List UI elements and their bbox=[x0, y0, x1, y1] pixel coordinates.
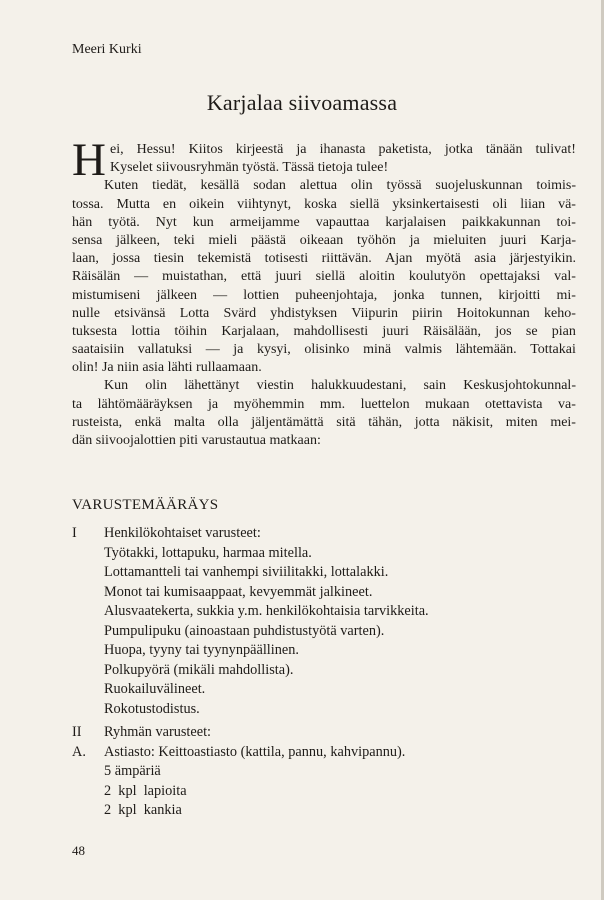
word: toi- bbox=[556, 214, 576, 230]
word: se bbox=[525, 323, 538, 339]
list-item-text: Rokotustodistus. bbox=[104, 700, 200, 717]
word: totisesti bbox=[264, 251, 309, 267]
word: lähtömääräyksen bbox=[97, 396, 193, 412]
list-item bbox=[72, 680, 576, 700]
word: töihin bbox=[174, 323, 208, 339]
list-item-text: 2 kpl kankia bbox=[104, 802, 182, 818]
word: asia bbox=[474, 251, 497, 267]
list-heading: Ryhmän varusteet: bbox=[104, 724, 212, 740]
list-item-text: Lottamantteli tai vanhempi siviilitakki, lottalakki. bbox=[104, 564, 389, 580]
word: järjestyikin. bbox=[509, 251, 576, 267]
drop-cap: H bbox=[72, 134, 106, 186]
word: jossa bbox=[112, 251, 141, 267]
word: otettavista bbox=[484, 396, 543, 412]
text-line bbox=[72, 359, 576, 377]
word: halukkuudestani, bbox=[311, 378, 407, 394]
word: tuksesta bbox=[72, 323, 118, 339]
word: vä- bbox=[558, 196, 576, 212]
word: ta bbox=[72, 396, 83, 412]
word: paketista, bbox=[378, 142, 432, 157]
line-text: Kyselet siivousryhmän työstä. Tässä tietoja tulee! bbox=[110, 160, 389, 176]
word: opettajaksi bbox=[479, 269, 541, 285]
word: että bbox=[241, 269, 262, 285]
word: jotka bbox=[444, 142, 473, 157]
word: oli bbox=[492, 196, 508, 212]
word: myötä bbox=[425, 251, 461, 267]
word: miten bbox=[505, 414, 538, 430]
list-item-text: Polkupyörä (mikäli mahdollista). bbox=[104, 661, 294, 678]
text-line bbox=[72, 432, 576, 450]
list-item bbox=[72, 762, 576, 782]
word: kesällä bbox=[200, 178, 240, 194]
word: ihanasta bbox=[319, 142, 366, 157]
page-number: 48 bbox=[72, 843, 85, 858]
word: malta bbox=[173, 414, 205, 430]
word: kirjeestä bbox=[235, 142, 284, 157]
word: Keskusjohtokunnal- bbox=[463, 378, 576, 394]
word: lottia bbox=[131, 323, 161, 339]
word: Kiitos bbox=[188, 142, 223, 157]
word: Kun bbox=[104, 378, 129, 394]
list-item-text: Pumpulipuku (ainoastaan puhdistustyötä varten). bbox=[104, 622, 385, 639]
word: pian bbox=[551, 323, 576, 339]
word: juuri bbox=[382, 323, 409, 339]
list-number: I bbox=[72, 525, 77, 541]
word: vapauttaa bbox=[315, 214, 370, 230]
word: juuri bbox=[500, 232, 527, 248]
word: koska bbox=[304, 196, 337, 212]
word: ja bbox=[296, 142, 307, 157]
word: jälkeen, bbox=[116, 232, 160, 248]
word: ja bbox=[207, 396, 219, 412]
word: Karjalaan, bbox=[221, 323, 280, 339]
text-line bbox=[72, 377, 576, 395]
word: jälkeen bbox=[156, 287, 198, 303]
word: tekemistä bbox=[197, 251, 252, 267]
word: sain bbox=[423, 378, 447, 394]
word: siellä bbox=[315, 269, 346, 285]
word: olla bbox=[217, 414, 239, 430]
word: Tottakai bbox=[530, 342, 576, 358]
text-line bbox=[72, 250, 576, 268]
word: rusteista, bbox=[72, 414, 123, 430]
word: enkä bbox=[134, 414, 162, 430]
word: mm. bbox=[319, 396, 346, 412]
word: laan, bbox=[72, 251, 99, 267]
section-heading: VARUSTEMÄÄRÄYS bbox=[72, 497, 219, 513]
word: mukaan bbox=[425, 396, 470, 412]
word: valmis bbox=[404, 342, 443, 358]
list-item bbox=[72, 563, 576, 583]
word: siellä bbox=[349, 196, 380, 212]
word: suojeluskunnan bbox=[435, 178, 523, 194]
word: tiedät, bbox=[152, 178, 187, 194]
line-text: dän siivoojalottien piti varustautua matkaan: bbox=[72, 433, 321, 448]
word: ja bbox=[409, 232, 420, 248]
word: tunnen, bbox=[440, 287, 483, 303]
word: Karja- bbox=[540, 232, 576, 248]
word: riittävän. bbox=[321, 251, 372, 267]
word: jotta bbox=[414, 414, 440, 430]
word: liian bbox=[520, 196, 546, 212]
word: työhön bbox=[356, 232, 396, 248]
word: jäljentämättä bbox=[251, 414, 324, 430]
word: Räisälään, bbox=[423, 323, 482, 339]
list-item bbox=[72, 641, 576, 661]
list-item bbox=[72, 661, 576, 681]
author-name: Meeri Kurki bbox=[72, 42, 142, 57]
word: viihtynyt, bbox=[237, 196, 292, 212]
list-item-text: 2 kpl lapioita bbox=[104, 782, 187, 799]
list-subheading-row bbox=[72, 743, 576, 763]
word: — bbox=[134, 269, 149, 285]
equipment-list bbox=[72, 524, 576, 821]
word: koulutyön bbox=[408, 269, 466, 285]
text-line bbox=[72, 214, 576, 232]
word: alettua bbox=[299, 178, 338, 194]
line-text: olin! Ja niin asia lähti rullaamaan. bbox=[72, 360, 262, 376]
word: Viipurin bbox=[351, 305, 398, 321]
word: tänään bbox=[485, 142, 523, 157]
word: sodan bbox=[253, 178, 286, 194]
list-heading-row bbox=[72, 723, 576, 743]
word: tossa. bbox=[72, 196, 104, 212]
word: hän bbox=[72, 214, 93, 230]
text-line bbox=[72, 396, 576, 414]
word: Svärd bbox=[223, 305, 257, 321]
list-item bbox=[72, 801, 576, 821]
word: tähän, bbox=[368, 414, 403, 430]
word: va- bbox=[558, 396, 576, 412]
article-title: Karjalaa siivoamassa bbox=[206, 90, 398, 115]
word: olin bbox=[350, 178, 373, 194]
word: saataisiin bbox=[72, 342, 125, 358]
word: teki bbox=[173, 232, 195, 248]
text-line bbox=[72, 196, 576, 214]
text-line bbox=[72, 232, 576, 250]
word: myöhemmin bbox=[233, 396, 305, 412]
list-sub-number: A. bbox=[72, 743, 86, 760]
word: Räisälän bbox=[72, 269, 121, 285]
list-item bbox=[72, 583, 576, 603]
list-item bbox=[72, 544, 576, 564]
word: mistumiseni bbox=[72, 287, 141, 303]
word: yksinkertaisesti bbox=[392, 196, 480, 212]
text-line bbox=[72, 159, 576, 177]
text-line bbox=[72, 141, 576, 159]
word: vallatuksi bbox=[137, 342, 193, 358]
word: lähettänyt bbox=[184, 378, 240, 394]
word: kirjoitti bbox=[498, 287, 541, 303]
list-item-text: Alusvaatekerta, sukkia y.m. henkilökohtaisia tarvikkeita. bbox=[104, 603, 429, 619]
word: yhdistyksen bbox=[270, 305, 338, 321]
word: sensa bbox=[72, 232, 103, 248]
list-heading: Henkilökohtaiset varusteet: bbox=[104, 525, 261, 541]
word: Lotta bbox=[179, 305, 210, 321]
word: armeijamme bbox=[229, 214, 300, 230]
word: etsivänsä bbox=[114, 305, 166, 321]
text-line bbox=[72, 268, 576, 286]
word: Kuten bbox=[104, 178, 139, 194]
word: luettelon bbox=[360, 396, 410, 412]
word: Ajan bbox=[385, 251, 413, 267]
word: kun bbox=[192, 214, 214, 230]
list-item bbox=[72, 602, 576, 622]
list-item bbox=[72, 622, 576, 642]
word: näkisit, bbox=[452, 414, 494, 430]
word: Mutta bbox=[116, 196, 150, 212]
word: tulivat! bbox=[535, 142, 576, 157]
list-item bbox=[72, 782, 576, 802]
word: lottien bbox=[243, 287, 280, 303]
word: jonka bbox=[393, 287, 425, 303]
text-line bbox=[72, 177, 576, 195]
list-item-text: Ruokailuvälineet. bbox=[104, 681, 206, 697]
word: Hessu! bbox=[136, 142, 176, 157]
word: karjalaisen bbox=[385, 214, 446, 230]
word: aloitin bbox=[359, 269, 395, 285]
word: työtä. bbox=[108, 214, 140, 230]
list-heading-row bbox=[72, 524, 576, 544]
word: olin bbox=[145, 378, 168, 394]
word: jos bbox=[495, 323, 512, 339]
word: lähtemään. bbox=[455, 342, 517, 358]
word: sitä bbox=[336, 414, 356, 430]
text-line bbox=[72, 305, 576, 323]
word: — bbox=[213, 287, 228, 303]
word: keho- bbox=[544, 305, 576, 321]
word: mieluiten bbox=[433, 232, 487, 248]
word: päästä bbox=[250, 232, 286, 248]
list-item-text: Työtakki, lottapuku, harmaa mitella. bbox=[104, 544, 312, 561]
list-item-text: 5 ämpäriä bbox=[104, 763, 161, 779]
word: minä bbox=[363, 342, 392, 358]
article-body bbox=[72, 134, 576, 450]
list-number: II bbox=[72, 724, 82, 740]
word: val- bbox=[554, 269, 576, 285]
text-line bbox=[72, 341, 576, 359]
list-item-text: Huopa, tyyny tai tyynynpäällinen. bbox=[104, 642, 299, 658]
list-item bbox=[72, 700, 576, 720]
list-subheading: Astiasto: Keittoastiasto (kattila, pannu, kahvipannu). bbox=[104, 743, 406, 760]
word: puheenjohtaja, bbox=[295, 287, 378, 303]
word: nulle bbox=[72, 305, 100, 321]
word: — bbox=[205, 342, 220, 358]
text-line bbox=[72, 287, 576, 305]
word: ja bbox=[233, 342, 244, 358]
word: viestin bbox=[256, 378, 294, 394]
word: piirin bbox=[412, 305, 443, 321]
word: muistathan, bbox=[162, 269, 228, 285]
word: mieli bbox=[208, 232, 238, 248]
word: mei- bbox=[550, 414, 576, 430]
word: kysyi, bbox=[256, 342, 291, 358]
word: juuri bbox=[275, 269, 302, 285]
text-line bbox=[72, 323, 576, 341]
word: Hoitokunnan bbox=[456, 305, 530, 321]
word: paikkakunnan bbox=[461, 214, 541, 230]
word: ei, bbox=[110, 142, 124, 157]
word: en bbox=[162, 196, 177, 212]
word: tiesin bbox=[153, 251, 185, 267]
word: mahdollisesti bbox=[293, 323, 369, 339]
word: toimis- bbox=[536, 178, 576, 194]
word: oikeaan bbox=[299, 232, 344, 248]
list-item-text: Monot tai kumisaappaat, kevyemmät jalkineet. bbox=[104, 583, 373, 600]
word: Nyt bbox=[155, 214, 177, 230]
word: työssä bbox=[386, 178, 422, 194]
word: oikein bbox=[189, 196, 225, 212]
word: mi- bbox=[556, 287, 576, 303]
word: olisinko bbox=[304, 342, 350, 358]
text-line bbox=[72, 414, 576, 432]
